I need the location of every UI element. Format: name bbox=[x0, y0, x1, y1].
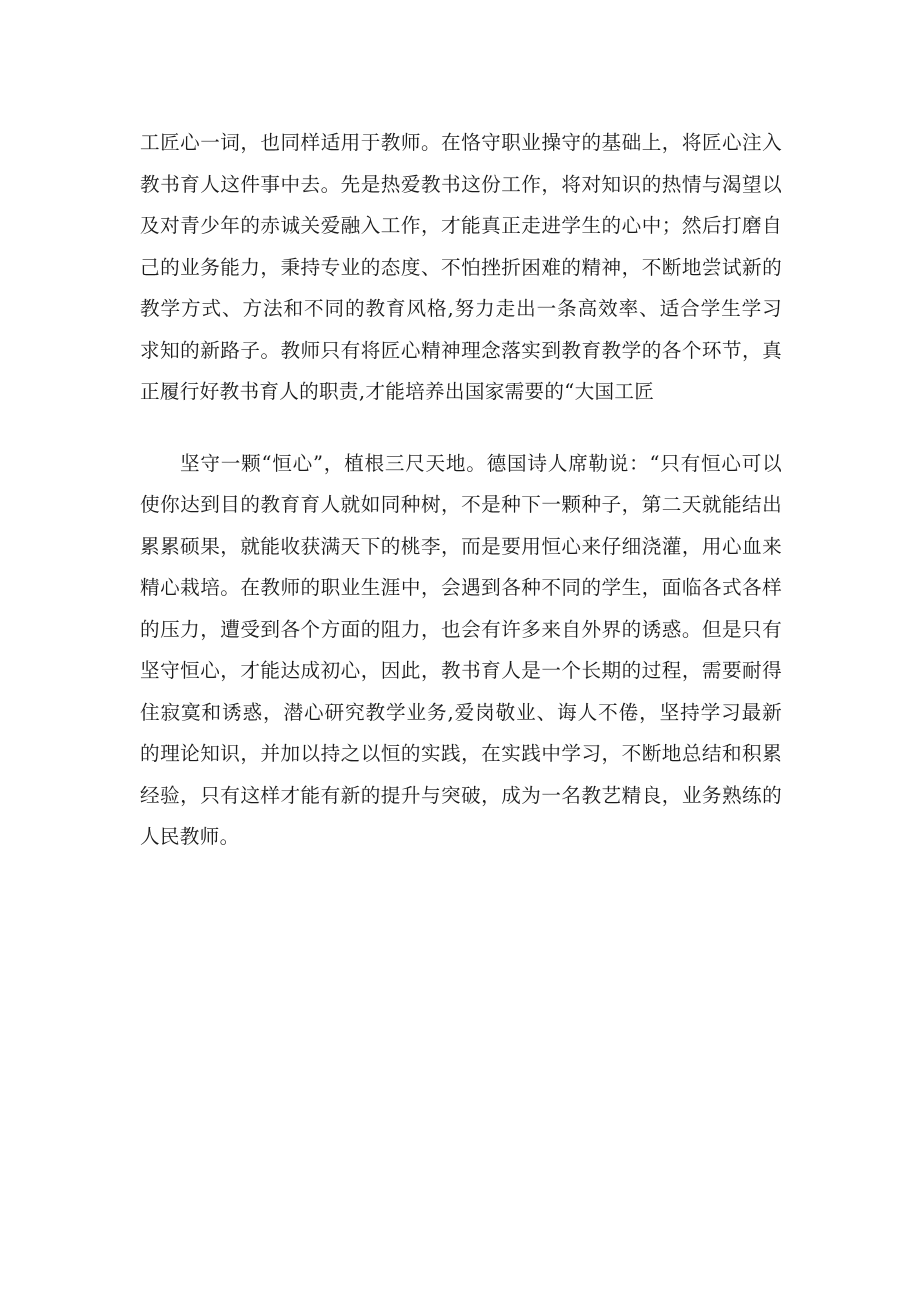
paragraph-perseverance: 坚守一颗“恒心”，植根三尺天地。德国诗人席勒说：“只有恒心可以使你达到目的教育育人就如同种树，不是种下一颗种子，第二天就能结出累累硕果，就能收获满天下的桃李，而是要用恒心来仔细浇灌，用心血来精心栽培。在教师的职业生涯中，会遇到各种不同的学生，面临各式各样的压力，遭受到各个方面的阻力，也会有许多来自外界的诱惑。但是只有坚守恒心，才能达成初心，因此，教书育人是一个长期的过程，需要耐得住寂寞和诱惑，潜心研究教学业务,爱岗敬业、诲人不倦，坚持学习最新的理论知识，并加以持之以恒的实践，在实践中学习，不断地总结和积累经验，只有这样才能有新的提升与突破，成为一名教艺精良，业务熟练的人民教师。 bbox=[140, 451, 782, 848]
document-body bbox=[140, 122, 782, 858]
paragraph-craftsman-spirit: 工匠心一词，也同样适用于教师。在恪守职业操守的基础上，将匠心注入教书育人这件事中去。先是热爱教书这份工作，将对知识的热情与渴望以及对青少年的赤诚关爱融入工作，才能真正走进学生的心中；然后打磨自己的业务能力，秉持专业的态度、不怕挫折困难的精神，不断地尝试新的教学方式、方法和不同的教育风格,努力走出一条高效率、适合学生学习求知的新路子。教师只有将匠心精神理念落实到教育教学的各个环节，真正履行好教书育人的职责,才能培养出国家需要的“大国工匠 bbox=[140, 131, 782, 403]
